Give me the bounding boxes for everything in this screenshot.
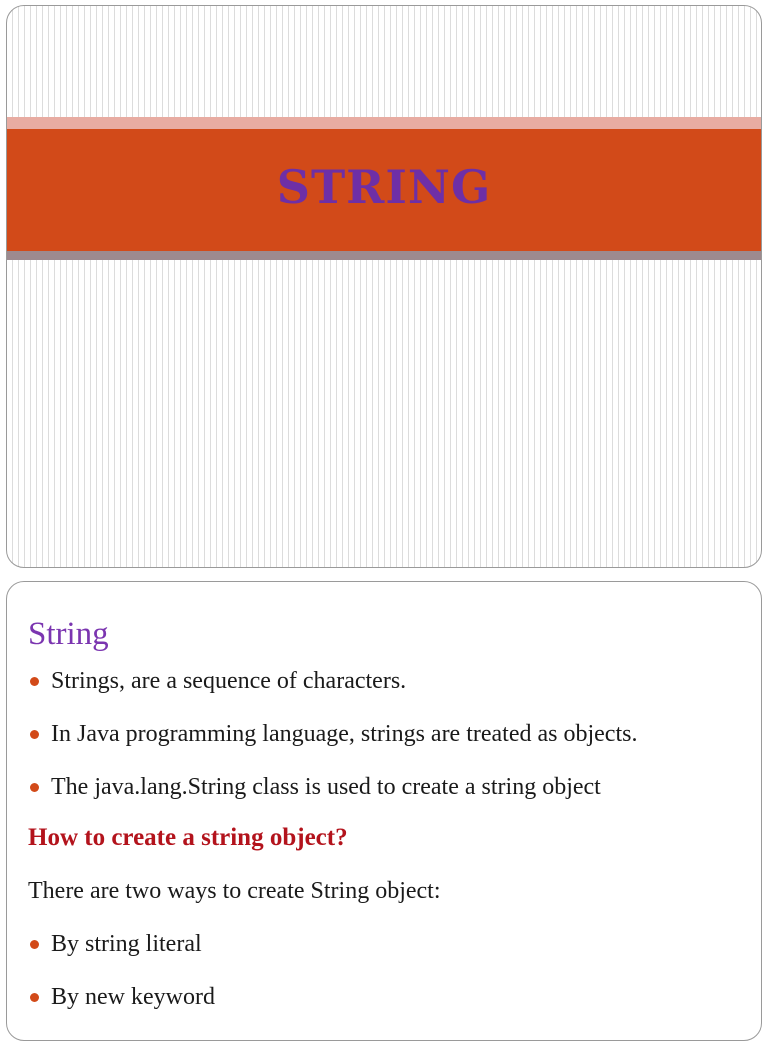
bullet-text: By string literal bbox=[51, 931, 202, 957]
bullet-dot-icon bbox=[30, 940, 39, 949]
title-slide bbox=[6, 5, 762, 568]
bullet-dot-icon bbox=[30, 730, 39, 739]
bullet-text: By new keyword bbox=[51, 984, 215, 1010]
sub-heading: How to create a string object? bbox=[28, 824, 348, 851]
bullet-dot-icon bbox=[30, 677, 39, 686]
bullet-text: Strings, are a sequence of characters. bbox=[51, 668, 407, 694]
bullet-item bbox=[28, 929, 761, 959]
definition-list bbox=[28, 666, 761, 802]
ways-list bbox=[28, 929, 761, 1012]
title-band bbox=[7, 129, 761, 251]
bullet-item bbox=[28, 772, 761, 802]
bullet-item bbox=[28, 982, 761, 1012]
bullet-text: The java.lang.String class is used to create a string object bbox=[51, 774, 601, 800]
intro-text: There are two ways to create String object: bbox=[28, 878, 441, 904]
title-band-bottom bbox=[7, 251, 761, 260]
bullet-dot-icon bbox=[30, 783, 39, 792]
bullet-dot-icon bbox=[30, 993, 39, 1002]
title-band-top bbox=[7, 117, 761, 129]
bullet-text: In Java programming language, strings are treated as objects. bbox=[51, 721, 638, 747]
bullet-item bbox=[28, 666, 761, 696]
content-slide bbox=[6, 581, 762, 1041]
bullet-item bbox=[28, 719, 761, 749]
content-heading: String bbox=[28, 616, 109, 652]
slide-title: STRING bbox=[276, 160, 492, 214]
